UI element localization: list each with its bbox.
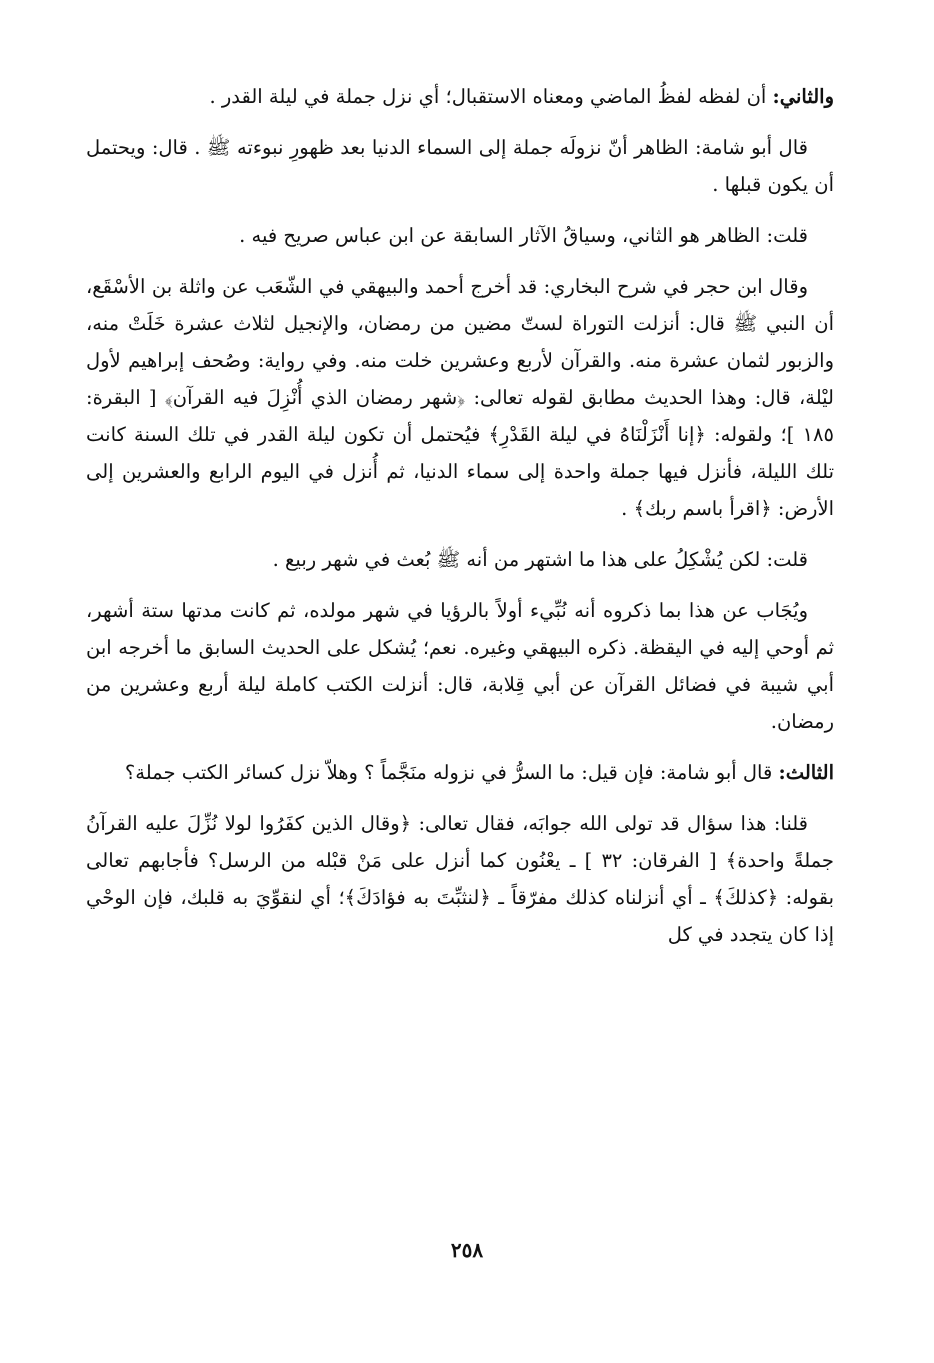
paragraph-text: قلت: لكن يُشْكِلُ على هذا ما اشتهر من أنه ﷺ بُعث في شهر ربيع . <box>272 548 808 571</box>
paragraph-qulna <box>86 805 834 953</box>
paragraph-text: ويُجَاب عن هذا بما ذكروه أنه نُبِّيء أولاً بالرؤيا في شهر مولده، ثم كانت مدتها ستة أشهر، ثم أوحي إليه في اليقظة. ذكره البيهقي وغيره. نعم؛ يُشكل على الحديث السابق ما أخرجه ابن أبي شيبة في فضائل القرآن عن أبي قِلابة، قال: أنزلت الكتب كاملة ليلة أربع وعشرين من رمضان. <box>86 599 834 733</box>
page-body <box>86 78 834 1328</box>
paragraph-text: قلنا: هذا سؤال قد تولى الله جوابَه، فقال تعالى: ﴿وقال الذين كفَرُوا لولا نُزِّلَ عليه القرآنُ جملةً واحدة﴾ [ الفرقان: ٣٢ ] ـ يعْنُون كما أنزل على مَنْ قبْله من الرسل؟ فأجابهم تعالى بقوله: ﴿كذلكَ﴾ ـ أي أنزلناه كذلك مفرّقاً ـ ﴿لنثبِّتَ به فؤادَكَ﴾؛ أي لنقوِّيَ به قلبك، فإن الوحْي إذا كان يتجدد في كل <box>86 812 834 946</box>
paragraph-abu-shama <box>86 129 834 203</box>
paragraph-text: قال أبو شامة: الظاهر أنّ نزولَه جملة إلى السماء الدنيا بعد ظهورِ نبوءته ﷺ . قال: ويحتمل أن يكون قبلها . <box>86 136 834 196</box>
paragraph-text: قلت: الظاهر هو الثاني، وسياقُ الآثار السابقة عن ابن عباس صريح فيه . <box>239 224 808 247</box>
paragraph-second-point <box>86 78 834 115</box>
paragraph-text: قال أبو شامة: فإن قيل: ما السرُّ في نزوله منَجَّماً ؟ وهلاّ نزل كسائر الكتب جملة؟ <box>124 761 779 784</box>
paragraph-answer <box>86 592 834 740</box>
paragraph-qultu-1 <box>86 217 834 254</box>
paragraph-lead: الثالث: <box>778 761 834 784</box>
paragraph-qultu-2 <box>86 541 834 578</box>
paragraph-third-point <box>86 754 834 791</box>
paragraph-text: وقال ابن حجر في شرح البخاري: قد أخرج أحمد والبيهقي في الشّعَب عن واثلة بن الأسْقَع، أن النبي ﷺ قال: أنزلت التوراة لستّ مضين من رمضان، والإنجيل لثلاث عشرة خَلَتْ منه، والزبور لثمان عشرة منه. والقرآن لأربع وعشرين خلت منه. وفي رواية: وصُحف إبراهيم لأول ليْلة، قال: وهذا الحديث مطابق لقوله تعالى: ﴿شهر رمضان الذي أُنْزِلَ فيه القرآن﴾ [ البقرة: ١٨٥ ]؛ ولقوله: ﴿إنا أَنْزَلْنَاهُ في ليلة القَدْرِ﴾ فيُحتمل أن تكون ليلة القدر في تلك السنة كانت تلك الليلة، فأنزل فيها جملة واحدة إلى سماء الدنيا، ثم أُنزل في اليوم الرابع والعشرين إلى الأرض: ﴿اقرأ باسم ربك﴾ . <box>86 275 834 520</box>
paragraph-lead: والثاني: <box>772 85 834 108</box>
paragraph-text: أن لفظه لفظُ الماضي ومعناه الاستقبال؛ أي نزل جملة في ليلة القدر . <box>209 85 773 108</box>
paragraph-ibn-hajar <box>86 268 834 527</box>
page-number: ٢٥٨ <box>450 1238 484 1262</box>
